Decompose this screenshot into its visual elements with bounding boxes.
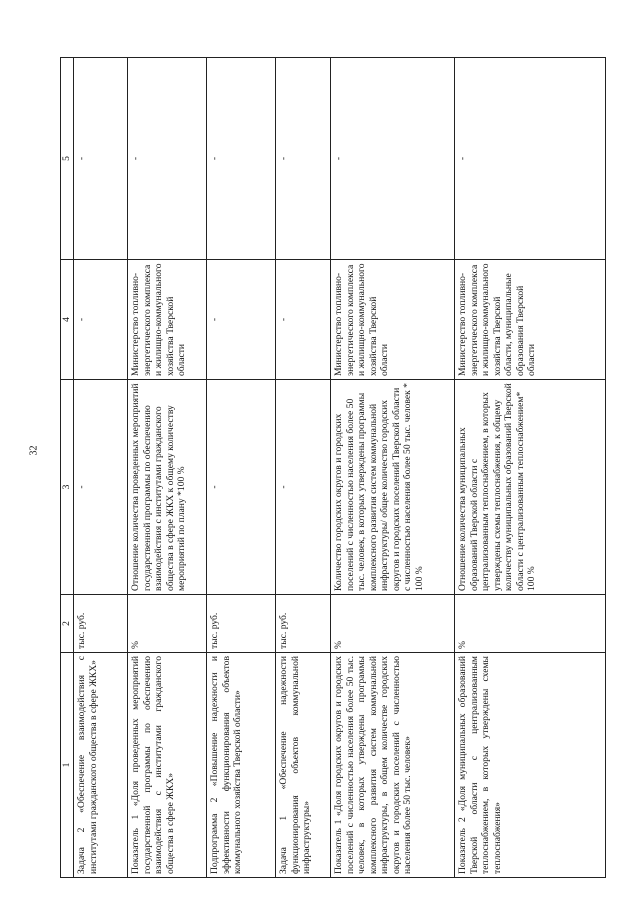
row-source-cell: - [74,260,128,380]
row-source-cell: - [276,260,331,380]
table-row [207,58,276,878]
row-name-cell: Задача 1 «Обеспечение надежности функционирования объектов коммунальной инфраструктуры» [276,653,331,878]
page-number: 32 [28,445,40,456]
row-name-cell: Подпрограмма 2 «Повышение надежности и эффективности функционирования объектов коммунального хозяйства Тверской области» [207,653,276,878]
row-note-cell: - [455,58,606,260]
table-row [276,58,331,878]
row-note-cell: - [74,58,128,260]
row-method-cell: - [276,380,331,595]
row-name-cell: Показатель 1 «Доля проведенных мероприятий государственной программы по обеспечению взаимодействия с институтами гражданского общества в сфере ЖКХ» [128,653,207,878]
row-note-cell: - [128,58,207,260]
header-cell: 4 [61,260,74,380]
row-source-cell: Министерство топливно-энергетического комплекса и жилищно-коммунального хозяйства Тверской области, муниципальные образования Тверской области [455,260,606,380]
row-note-cell: - [207,58,276,260]
row-name-cell: Показатель 2 «Доля муниципальных образований Тверской области с централизованным теплоснабжением, в которых утверждены схемы теплоснабжения» [455,653,606,878]
row-source-cell: Министерство топливно-энергетического комплекса и жилищно-коммунального хозяйства Тверской области [128,260,207,380]
row-name-cell: Показатель 1 «Доля городских округов и городских поселений с численностью населения более 50 тыс. человек, в которых утверждены программы комплексного развития систем коммунальной инфраструктуры, в общем количестве городских округов и городских поселений с численностью населения более 50 тыс. человек» [331,653,455,878]
row-unit-cell: тыс. руб. [74,595,128,653]
row-unit-cell: тыс. руб. [276,595,331,653]
row-source-cell: Министерство топливно-энергетического комплекса и жилищно-коммунального хозяйства Тверской области [331,260,455,380]
table-row [331,58,455,878]
indicators-table [60,57,606,878]
row-unit-cell: % [455,595,606,653]
row-unit-cell: тыс. руб. [207,595,276,653]
row-note-cell: - [331,58,455,260]
row-method-cell: Отношение количества муниципальных образований Тверской области с централизованным теплоснабжением, в которых утверждены схемы теплоснабжения, к общему количеству муниципальных образований Тверской области с централизованным теплоснабжением* 100 % [455,380,606,595]
row-unit-cell: % [331,595,455,653]
header-cell: 2 [61,595,74,653]
header-cell: 3 [61,380,74,595]
row-method-cell: Отношение количества проведенных мероприятий государственной программы по обеспечению взаимодействия с институтами гражданского общества в сфере ЖКХ к общему количеству мероприятий по плану *100 % [128,380,207,595]
row-unit-cell: % [128,595,207,653]
table-row [455,58,606,878]
row-method-cell: Количество городских округов и городских поселений с численностью населения более 50 тыс. человек, в которых утверждены программы комплексного развития систем коммунальной инфраструктуры/ общее количество городских округов и городских поселений Тверской области с численностью населения более 50 тыс. человек * 100 % [331,380,455,595]
rotated-table-wrapper [60,58,606,878]
row-name-cell: Задача 2 «Обеспечение взаимодействия с институтами гражданского общества в сфере ЖКХ» [74,653,128,878]
header-cell: 1 [61,653,74,878]
header-cell: 5 [61,58,74,260]
row-method-cell: - [207,380,276,595]
table-row [128,58,207,878]
table-row [74,58,128,878]
row-method-cell: - [74,380,128,595]
row-source-cell: - [207,260,276,380]
table-header-row [61,58,74,878]
row-note-cell: - [276,58,331,260]
